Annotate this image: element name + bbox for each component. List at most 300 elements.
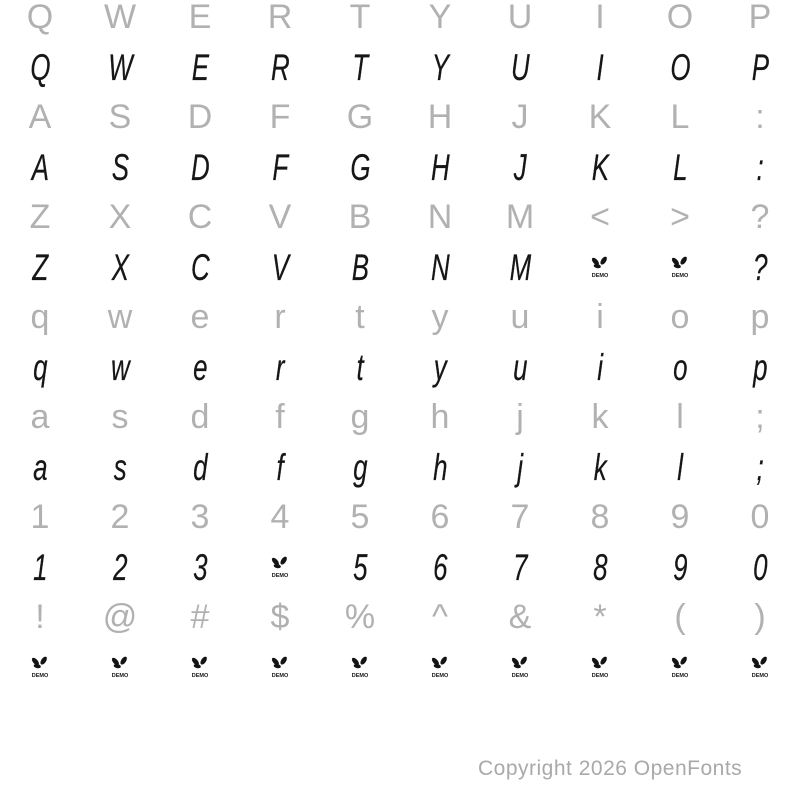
glyph-cell bbox=[640, 642, 720, 692]
glyph-cell bbox=[320, 292, 400, 342]
specimen-row-ghost bbox=[0, 0, 800, 42]
glyph-cell bbox=[160, 292, 240, 342]
glyph-cell bbox=[80, 642, 160, 692]
glyph-char: P bbox=[748, 0, 772, 36]
glyph-cell bbox=[320, 142, 400, 192]
svg-text:DEMO: DEMO bbox=[751, 672, 769, 679]
glyph-cell bbox=[80, 192, 160, 242]
glyph-char: D bbox=[187, 98, 213, 136]
glyph-char: 6 bbox=[432, 546, 448, 588]
glyph-cell bbox=[400, 42, 480, 92]
glyph-cell bbox=[240, 0, 320, 42]
glyph-cell bbox=[160, 442, 240, 492]
glyph-char: S bbox=[108, 98, 132, 136]
glyph-cell bbox=[640, 292, 720, 342]
glyph-char: 7 bbox=[512, 546, 528, 588]
glyph-char: 2 bbox=[112, 546, 128, 588]
specimen-row-demo bbox=[0, 242, 800, 292]
demo-watermark-icon bbox=[349, 655, 371, 680]
glyph-char: s bbox=[113, 446, 127, 488]
glyph-char: s bbox=[111, 398, 129, 436]
glyph-char: @ bbox=[102, 598, 138, 636]
specimen-row-ghost bbox=[0, 392, 800, 442]
glyph-char: j bbox=[516, 398, 524, 436]
glyph-char: U bbox=[507, 0, 533, 36]
glyph-cell bbox=[320, 592, 400, 642]
glyph-char: k bbox=[591, 398, 609, 436]
glyph-char: * bbox=[593, 598, 607, 636]
glyph-char: f bbox=[276, 446, 284, 488]
glyph-cell bbox=[160, 242, 240, 292]
glyph-char: C bbox=[187, 198, 213, 236]
glyph-char: A bbox=[28, 98, 52, 136]
glyph-cell bbox=[640, 0, 720, 42]
glyph-cell bbox=[80, 92, 160, 142]
specimen-row-ghost bbox=[0, 292, 800, 342]
glyph-char: ; bbox=[756, 446, 764, 488]
glyph-cell bbox=[0, 442, 80, 492]
svg-text:DEMO: DEMO bbox=[351, 672, 369, 679]
glyph-char: K bbox=[588, 98, 612, 136]
glyph-cell bbox=[240, 292, 320, 342]
glyph-cell bbox=[320, 492, 400, 542]
glyph-char: H bbox=[427, 98, 453, 136]
glyph-char: 8 bbox=[592, 546, 608, 588]
glyph-char: w bbox=[107, 298, 133, 336]
glyph-char: 7 bbox=[510, 498, 530, 536]
glyph-char: R bbox=[270, 46, 290, 88]
glyph-cell bbox=[240, 42, 320, 92]
glyph-cell bbox=[480, 0, 560, 42]
glyph-cell bbox=[0, 142, 80, 192]
glyph-char: # bbox=[190, 598, 210, 636]
glyph-char: i bbox=[597, 346, 603, 388]
glyph-cell bbox=[560, 342, 640, 392]
glyph-cell bbox=[720, 192, 800, 242]
glyph-cell bbox=[560, 542, 640, 592]
glyph-cell bbox=[0, 192, 80, 242]
glyph-cell bbox=[320, 542, 400, 592]
glyph-cell bbox=[640, 542, 720, 592]
glyph-cell bbox=[80, 442, 160, 492]
glyph-char: g bbox=[350, 398, 370, 436]
glyph-cell bbox=[640, 92, 720, 142]
glyph-cell bbox=[560, 592, 640, 642]
svg-text:DEMO: DEMO bbox=[671, 672, 689, 679]
specimen-row-demo bbox=[0, 342, 800, 392]
glyph-cell bbox=[320, 392, 400, 442]
glyph-char: J bbox=[513, 146, 527, 188]
glyph-cell bbox=[0, 542, 80, 592]
glyph-char: d bbox=[190, 398, 210, 436]
svg-text:DEMO: DEMO bbox=[271, 572, 289, 579]
glyph-char: a bbox=[30, 398, 50, 436]
glyph-char: 0 bbox=[752, 546, 768, 588]
glyph-char: 4 bbox=[270, 498, 290, 536]
glyph-char: E bbox=[191, 46, 209, 88]
glyph-cell bbox=[400, 392, 480, 442]
glyph-char: Y bbox=[428, 0, 452, 36]
svg-text:DEMO: DEMO bbox=[191, 672, 209, 679]
svg-text:DEMO: DEMO bbox=[671, 272, 689, 279]
glyph-char: e bbox=[192, 346, 208, 388]
glyph-char: ; bbox=[755, 398, 765, 436]
glyph-char: O bbox=[666, 0, 694, 36]
glyph-cell bbox=[0, 592, 80, 642]
glyph-char: h bbox=[432, 446, 448, 488]
demo-watermark-icon bbox=[109, 655, 131, 680]
glyph-cell bbox=[400, 92, 480, 142]
glyph-cell bbox=[0, 0, 80, 42]
glyph-cell bbox=[0, 642, 80, 692]
glyph-char: ! bbox=[35, 598, 45, 636]
glyph-cell bbox=[560, 142, 640, 192]
glyph-char: p bbox=[750, 298, 770, 336]
glyph-char: X bbox=[108, 198, 132, 236]
glyph-char: j bbox=[517, 446, 523, 488]
glyph-char: N bbox=[430, 246, 450, 288]
glyph-cell bbox=[240, 392, 320, 442]
glyph-cell bbox=[80, 292, 160, 342]
specimen-row-demo bbox=[0, 442, 800, 492]
glyph-cell bbox=[320, 92, 400, 142]
glyph-char: T bbox=[349, 0, 371, 36]
glyph-cell bbox=[720, 642, 800, 692]
glyph-cell bbox=[400, 0, 480, 42]
glyph-cell bbox=[240, 142, 320, 192]
glyph-char: o bbox=[672, 346, 688, 388]
svg-text:DEMO: DEMO bbox=[31, 672, 49, 679]
glyph-char: F bbox=[272, 146, 288, 188]
glyph-char: t bbox=[356, 346, 364, 388]
glyph-cell bbox=[720, 342, 800, 392]
demo-watermark-icon bbox=[29, 655, 51, 680]
glyph-char: H bbox=[430, 146, 450, 188]
specimen-row-demo bbox=[0, 642, 800, 692]
glyph-cell bbox=[80, 392, 160, 442]
glyph-cell bbox=[0, 392, 80, 442]
glyph-char: f bbox=[275, 398, 285, 436]
glyph-char: r bbox=[274, 298, 286, 336]
glyph-cell bbox=[560, 192, 640, 242]
glyph-char: V bbox=[271, 246, 289, 288]
glyph-cell bbox=[240, 542, 320, 592]
glyph-char: W bbox=[107, 46, 133, 88]
glyph-cell bbox=[480, 542, 560, 592]
glyph-cell bbox=[320, 342, 400, 392]
glyph-cell bbox=[400, 142, 480, 192]
specimen-row-ghost bbox=[0, 92, 800, 142]
glyph-cell bbox=[480, 592, 560, 642]
glyph-char: S bbox=[111, 146, 129, 188]
glyph-cell bbox=[400, 292, 480, 342]
glyph-char: G bbox=[349, 146, 371, 188]
glyph-cell bbox=[80, 342, 160, 392]
glyph-char: $ bbox=[270, 598, 290, 636]
glyph-cell bbox=[80, 592, 160, 642]
demo-watermark-icon bbox=[749, 655, 771, 680]
glyph-char: a bbox=[32, 446, 48, 488]
glyph-char: k bbox=[593, 446, 607, 488]
glyph-cell bbox=[320, 642, 400, 692]
glyph-char: 0 bbox=[750, 498, 770, 536]
glyph-cell bbox=[0, 92, 80, 142]
glyph-cell bbox=[640, 492, 720, 542]
demo-watermark-icon bbox=[669, 255, 691, 280]
glyph-char: 3 bbox=[190, 498, 210, 536]
glyph-char: J bbox=[511, 98, 529, 136]
glyph-char: 5 bbox=[350, 498, 370, 536]
glyph-char: q bbox=[30, 298, 50, 336]
glyph-char: y bbox=[433, 346, 447, 388]
glyph-cell bbox=[480, 492, 560, 542]
glyph-cell bbox=[720, 392, 800, 442]
glyph-char: ? bbox=[752, 246, 768, 288]
glyph-cell bbox=[480, 392, 560, 442]
glyph-char: d bbox=[192, 446, 208, 488]
glyph-cell bbox=[400, 592, 480, 642]
glyph-cell bbox=[160, 492, 240, 542]
glyph-cell bbox=[80, 142, 160, 192]
glyph-cell bbox=[640, 592, 720, 642]
glyph-cell bbox=[560, 442, 640, 492]
glyph-char: w bbox=[110, 346, 130, 388]
glyph-char: : bbox=[755, 98, 765, 136]
glyph-cell bbox=[640, 442, 720, 492]
glyph-cell bbox=[0, 492, 80, 542]
glyph-char: C bbox=[190, 246, 210, 288]
glyph-char: G bbox=[346, 98, 374, 136]
glyph-char: Y bbox=[431, 46, 449, 88]
glyph-cell bbox=[0, 292, 80, 342]
glyph-char: 3 bbox=[192, 546, 208, 588]
glyph-char: V bbox=[268, 198, 292, 236]
glyph-cell bbox=[720, 242, 800, 292]
svg-text:DEMO: DEMO bbox=[591, 272, 609, 279]
glyph-cell bbox=[240, 242, 320, 292]
glyph-char: < bbox=[590, 198, 610, 236]
demo-watermark-icon bbox=[669, 655, 691, 680]
glyph-char: D bbox=[190, 146, 210, 188]
glyph-cell bbox=[560, 42, 640, 92]
glyph-cell bbox=[560, 0, 640, 42]
glyph-cell bbox=[240, 342, 320, 392]
glyph-char: u bbox=[512, 346, 528, 388]
glyph-cell bbox=[400, 242, 480, 292]
glyph-cell bbox=[640, 342, 720, 392]
glyph-cell bbox=[160, 642, 240, 692]
specimen-row-ghost bbox=[0, 592, 800, 642]
glyph-char: u bbox=[510, 298, 530, 336]
glyph-cell bbox=[720, 542, 800, 592]
copyright-text: Copyright 2026 OpenFonts bbox=[478, 757, 743, 780]
glyph-char: l bbox=[677, 446, 683, 488]
glyph-char: U bbox=[510, 46, 530, 88]
glyph-cell bbox=[80, 42, 160, 92]
glyph-char: B bbox=[348, 198, 372, 236]
glyph-cell bbox=[160, 0, 240, 42]
glyph-char: N bbox=[427, 198, 453, 236]
glyph-cell bbox=[480, 242, 560, 292]
glyph-char: K bbox=[591, 146, 609, 188]
glyph-cell bbox=[400, 542, 480, 592]
glyph-char: r bbox=[275, 346, 285, 388]
glyph-cell bbox=[560, 292, 640, 342]
svg-text:DEMO: DEMO bbox=[111, 672, 129, 679]
glyph-char: ^ bbox=[432, 598, 448, 636]
glyph-cell bbox=[0, 42, 80, 92]
glyph-char: 8 bbox=[590, 498, 610, 536]
glyph-cell bbox=[160, 392, 240, 442]
glyph-cell bbox=[560, 242, 640, 292]
glyph-cell bbox=[720, 592, 800, 642]
glyph-cell bbox=[400, 442, 480, 492]
glyph-char: i bbox=[596, 298, 604, 336]
glyph-cell bbox=[320, 442, 400, 492]
glyph-cell bbox=[720, 42, 800, 92]
glyph-char: : bbox=[756, 146, 764, 188]
glyph-cell bbox=[480, 442, 560, 492]
glyph-char: 5 bbox=[352, 546, 368, 588]
glyph-char: Z bbox=[29, 198, 51, 236]
glyph-cell bbox=[640, 192, 720, 242]
glyph-cell bbox=[80, 242, 160, 292]
demo-watermark-icon bbox=[269, 555, 291, 580]
glyph-char: X bbox=[111, 246, 129, 288]
glyph-char: W bbox=[103, 0, 137, 36]
glyph-char: 1 bbox=[30, 498, 50, 536]
glyph-cell bbox=[240, 592, 320, 642]
glyph-char: Q bbox=[29, 46, 51, 88]
glyph-char: L bbox=[670, 98, 690, 136]
specimen-row-demo bbox=[0, 542, 800, 592]
glyph-cell bbox=[240, 92, 320, 142]
glyph-char: O bbox=[669, 46, 691, 88]
glyph-cell bbox=[480, 192, 560, 242]
glyph-cell bbox=[160, 142, 240, 192]
glyph-cell bbox=[560, 392, 640, 442]
glyph-cell bbox=[640, 42, 720, 92]
svg-text:DEMO: DEMO bbox=[271, 672, 289, 679]
glyph-cell bbox=[720, 442, 800, 492]
glyph-char: ) bbox=[754, 598, 766, 636]
glyph-char: 9 bbox=[672, 546, 688, 588]
glyph-char: ( bbox=[674, 598, 686, 636]
glyph-char: M bbox=[505, 198, 535, 236]
svg-text:DEMO: DEMO bbox=[431, 672, 449, 679]
glyph-cell bbox=[400, 642, 480, 692]
specimen-row-demo bbox=[0, 142, 800, 192]
glyph-char: > bbox=[670, 198, 690, 236]
glyph-cell bbox=[320, 0, 400, 42]
glyph-char: 9 bbox=[670, 498, 690, 536]
glyph-char: I bbox=[596, 46, 604, 88]
glyph-cell bbox=[160, 192, 240, 242]
glyph-cell bbox=[80, 492, 160, 542]
glyph-char: y bbox=[431, 298, 449, 336]
glyph-char: % bbox=[344, 598, 376, 636]
glyph-char: F bbox=[269, 98, 291, 136]
glyph-cell bbox=[400, 342, 480, 392]
glyph-cell bbox=[320, 242, 400, 292]
glyph-cell bbox=[560, 642, 640, 692]
glyph-cell bbox=[720, 492, 800, 542]
glyph-cell bbox=[480, 342, 560, 392]
glyph-cell bbox=[720, 142, 800, 192]
glyph-char: & bbox=[508, 598, 532, 636]
glyph-cell bbox=[80, 542, 160, 592]
glyph-cell bbox=[480, 92, 560, 142]
glyph-char: h bbox=[430, 398, 450, 436]
glyph-char: M bbox=[509, 246, 531, 288]
glyph-char: B bbox=[351, 246, 369, 288]
glyph-char: E bbox=[188, 0, 212, 36]
glyph-char: R bbox=[267, 0, 293, 36]
glyph-cell bbox=[720, 292, 800, 342]
specimen-row-ghost bbox=[0, 192, 800, 242]
glyph-cell bbox=[160, 592, 240, 642]
glyph-cell bbox=[240, 442, 320, 492]
glyph-cell bbox=[80, 0, 160, 42]
demo-watermark-icon bbox=[589, 655, 611, 680]
glyph-cell bbox=[640, 142, 720, 192]
glyph-cell bbox=[400, 492, 480, 542]
demo-watermark-icon bbox=[189, 655, 211, 680]
glyph-char: P bbox=[751, 46, 769, 88]
glyph-cell bbox=[480, 292, 560, 342]
glyph-char: e bbox=[190, 298, 210, 336]
demo-watermark-icon bbox=[429, 655, 451, 680]
glyph-cell bbox=[560, 492, 640, 542]
glyph-char: t bbox=[355, 298, 365, 336]
glyph-cell bbox=[480, 142, 560, 192]
demo-watermark-icon bbox=[509, 655, 531, 680]
glyph-cell bbox=[400, 192, 480, 242]
glyph-cell bbox=[240, 192, 320, 242]
glyph-cell bbox=[0, 242, 80, 292]
glyph-cell bbox=[720, 92, 800, 142]
glyph-char: Z bbox=[32, 246, 48, 288]
glyph-cell bbox=[240, 642, 320, 692]
glyph-cell bbox=[160, 342, 240, 392]
svg-text:DEMO: DEMO bbox=[591, 672, 609, 679]
glyph-cell bbox=[640, 392, 720, 442]
glyph-cell bbox=[640, 242, 720, 292]
glyph-char: I bbox=[595, 0, 605, 36]
glyph-cell bbox=[480, 642, 560, 692]
glyph-char: ? bbox=[750, 198, 770, 236]
glyph-char: o bbox=[670, 298, 690, 336]
glyph-char: l bbox=[676, 398, 684, 436]
demo-watermark-icon bbox=[269, 655, 291, 680]
glyph-char: 1 bbox=[32, 546, 48, 588]
glyph-char: Q bbox=[26, 0, 54, 36]
glyph-cell bbox=[320, 192, 400, 242]
glyph-cell bbox=[160, 42, 240, 92]
glyph-char: p bbox=[752, 346, 768, 388]
glyph-cell bbox=[160, 542, 240, 592]
glyph-char: 6 bbox=[430, 498, 450, 536]
glyph-cell bbox=[480, 42, 560, 92]
glyph-cell bbox=[0, 342, 80, 392]
glyph-char: T bbox=[352, 46, 368, 88]
glyph-cell bbox=[560, 92, 640, 142]
glyph-char: q bbox=[32, 346, 48, 388]
demo-watermark-icon bbox=[589, 255, 611, 280]
svg-text:DEMO: DEMO bbox=[511, 672, 529, 679]
specimen-row-ghost bbox=[0, 492, 800, 542]
glyph-char: 2 bbox=[110, 498, 130, 536]
